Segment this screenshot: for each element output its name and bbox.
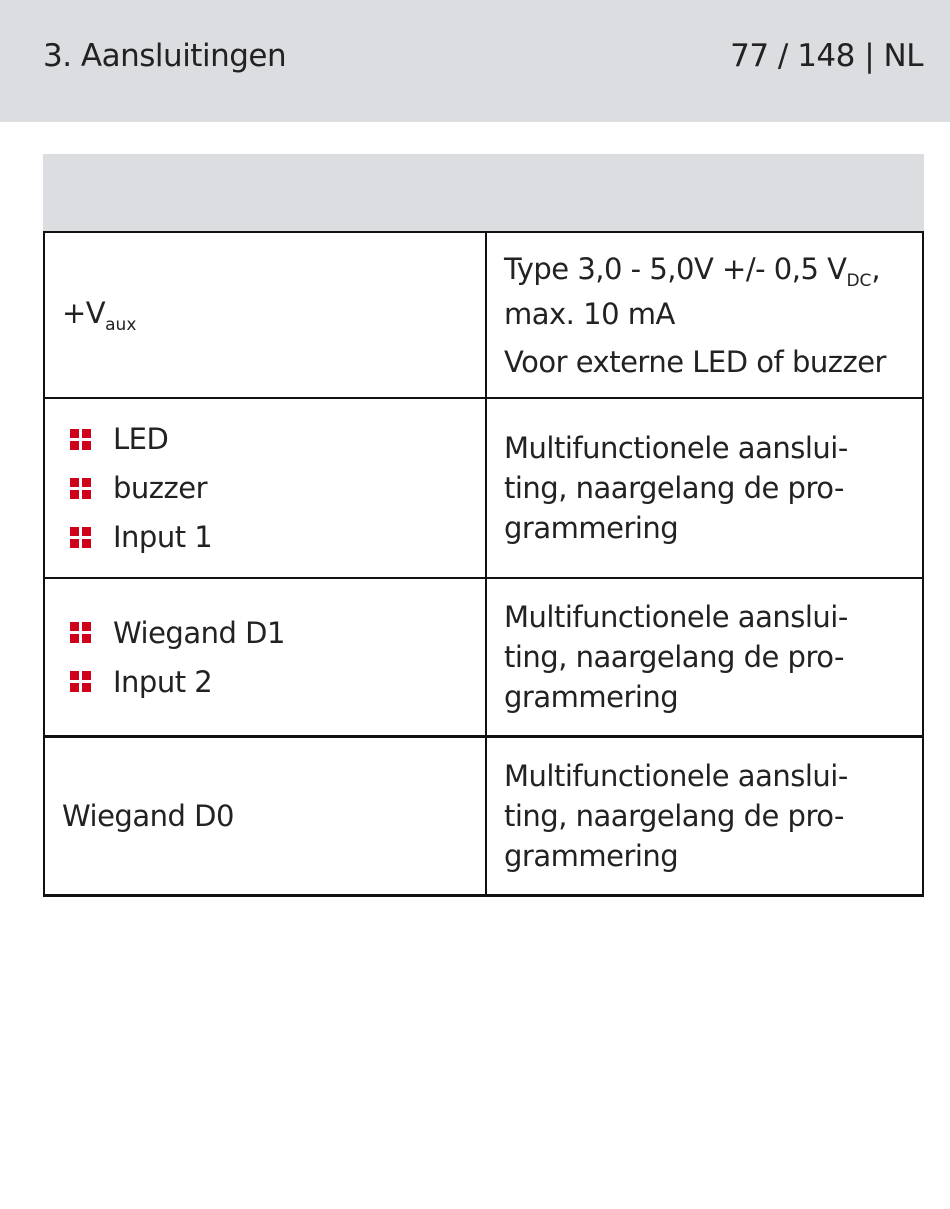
table-row [44,398,923,578]
bullet-list [62,608,468,706]
connections-table [43,231,924,897]
page-info: 77 / 148 | NL [730,38,923,74]
red-square-grid-icon [70,527,91,548]
desc-line: grammering [504,511,679,545]
section-title: 3. Aansluitingen [43,38,287,74]
desc-line: Multifunctionele aanslui- [504,600,848,634]
connection-desc-cell [486,232,923,398]
desc-line: max. 10 mA [504,296,675,331]
list-item [62,513,468,562]
list-item [62,657,468,706]
connection-label-cell [44,232,486,398]
desc-line: ting, naargelang de pro- [504,799,844,833]
connection-desc-cell [486,737,923,896]
desc-line: Multifunctionele aanslui- [504,431,848,465]
list-item-label: Wiegand D1 [113,615,285,650]
table-row [44,737,923,896]
bullet-list [62,415,468,562]
table-header-band [43,154,924,232]
desc-line: grammering [504,680,679,714]
red-square-grid-icon [70,671,91,692]
page-header [0,0,950,122]
desc-line: Type 3,0 - 5,0V +/- 0,5 $V_{DC}$, [504,251,881,291]
list-item-label: Input 1 [113,520,213,554]
connection-desc-cell [486,578,923,737]
desc-line: Multifunctionele aanslui- [504,759,848,793]
list-item [62,415,468,464]
connection-label-cell [44,578,486,737]
list-item [62,608,468,657]
red-square-grid-icon [70,478,91,499]
list-item-label: Input 2 [113,664,213,699]
list-item [62,464,468,513]
wiegand-d0-label: Wiegand D0 [62,799,234,833]
desc-line: Voor externe LED of buzzer [504,344,886,379]
table-row [44,578,923,737]
list-item-label: buzzer [113,471,207,505]
connection-desc-cell [486,398,923,578]
vaux-label: $+V_{aux}$ [62,295,137,335]
desc-line: grammering [504,839,679,873]
red-square-grid-icon [70,429,91,450]
table-row [44,232,923,398]
connection-label-cell [44,398,486,578]
connection-label-cell [44,737,486,896]
red-square-grid-icon [70,622,91,643]
desc-line: ting, naargelang de pro- [504,640,844,674]
desc-line: ting, naargelang de pro- [504,471,844,505]
list-item-label: LED [113,422,169,456]
